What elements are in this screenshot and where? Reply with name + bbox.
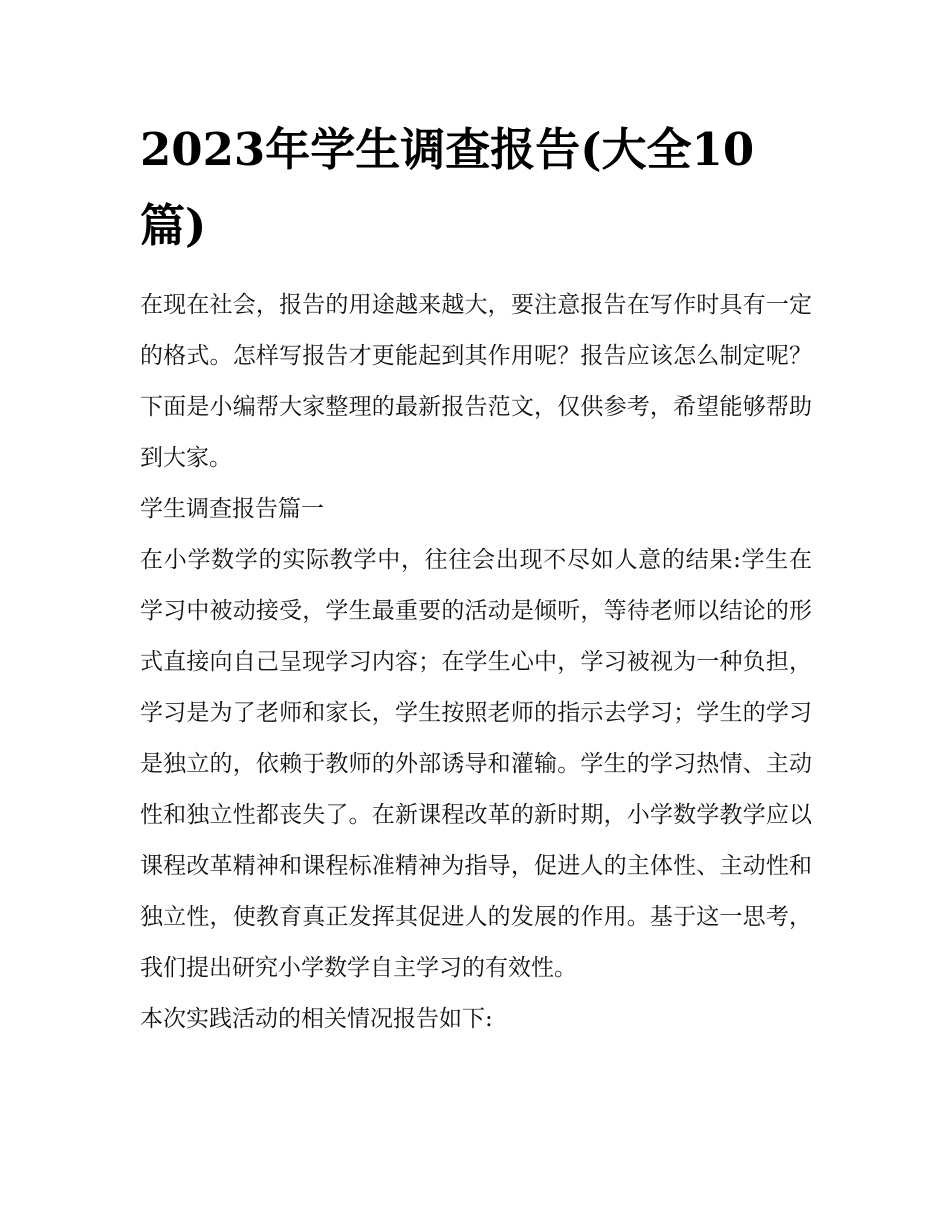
body-paragraph: 在小学数学的实际教学中，往往会出现不尽如人意的结果:学生在学习中被动接受，学生最重要的活动是倾听，等待老师以结论的形式直接向自己呈现学习内容；在学生心中，学习被视为一种负担，学习是为了老师和家长，学生按照老师的指示去学习；学生的学习是独立的，依赖于教师的外部诱导和灌输。学生的学习热情、主动性和独立性都丧失了。在新课程改革的新时期，小学数学教学应以课程改革精神和课程标准精神为指导，促进人的主体性、主动性和独立性，使教育真正发挥其促进人的发展的作用。基于这一思考，我们提出研究小学数学自主学习的有效性。 — [140, 547, 812, 981]
closing-paragraph: 本次实践活动的相关情况报告如下: — [140, 1006, 493, 1032]
document-content — [140, 112, 812, 1045]
section-heading: 学生调查报告篇一 — [140, 496, 324, 522]
document-title: 2023年学生调查报告(大全10篇) — [140, 123, 755, 252]
intro-paragraph: 在现在社会，报告的用途越来越大，要注意报告在写作时具有一定的格式。怎样写报告才更能起到其作用呢？报告应该怎么制定呢？下面是小编帮大家整理的最新报告范文，仅供参考，希望能够帮助到大家。 — [140, 292, 812, 471]
